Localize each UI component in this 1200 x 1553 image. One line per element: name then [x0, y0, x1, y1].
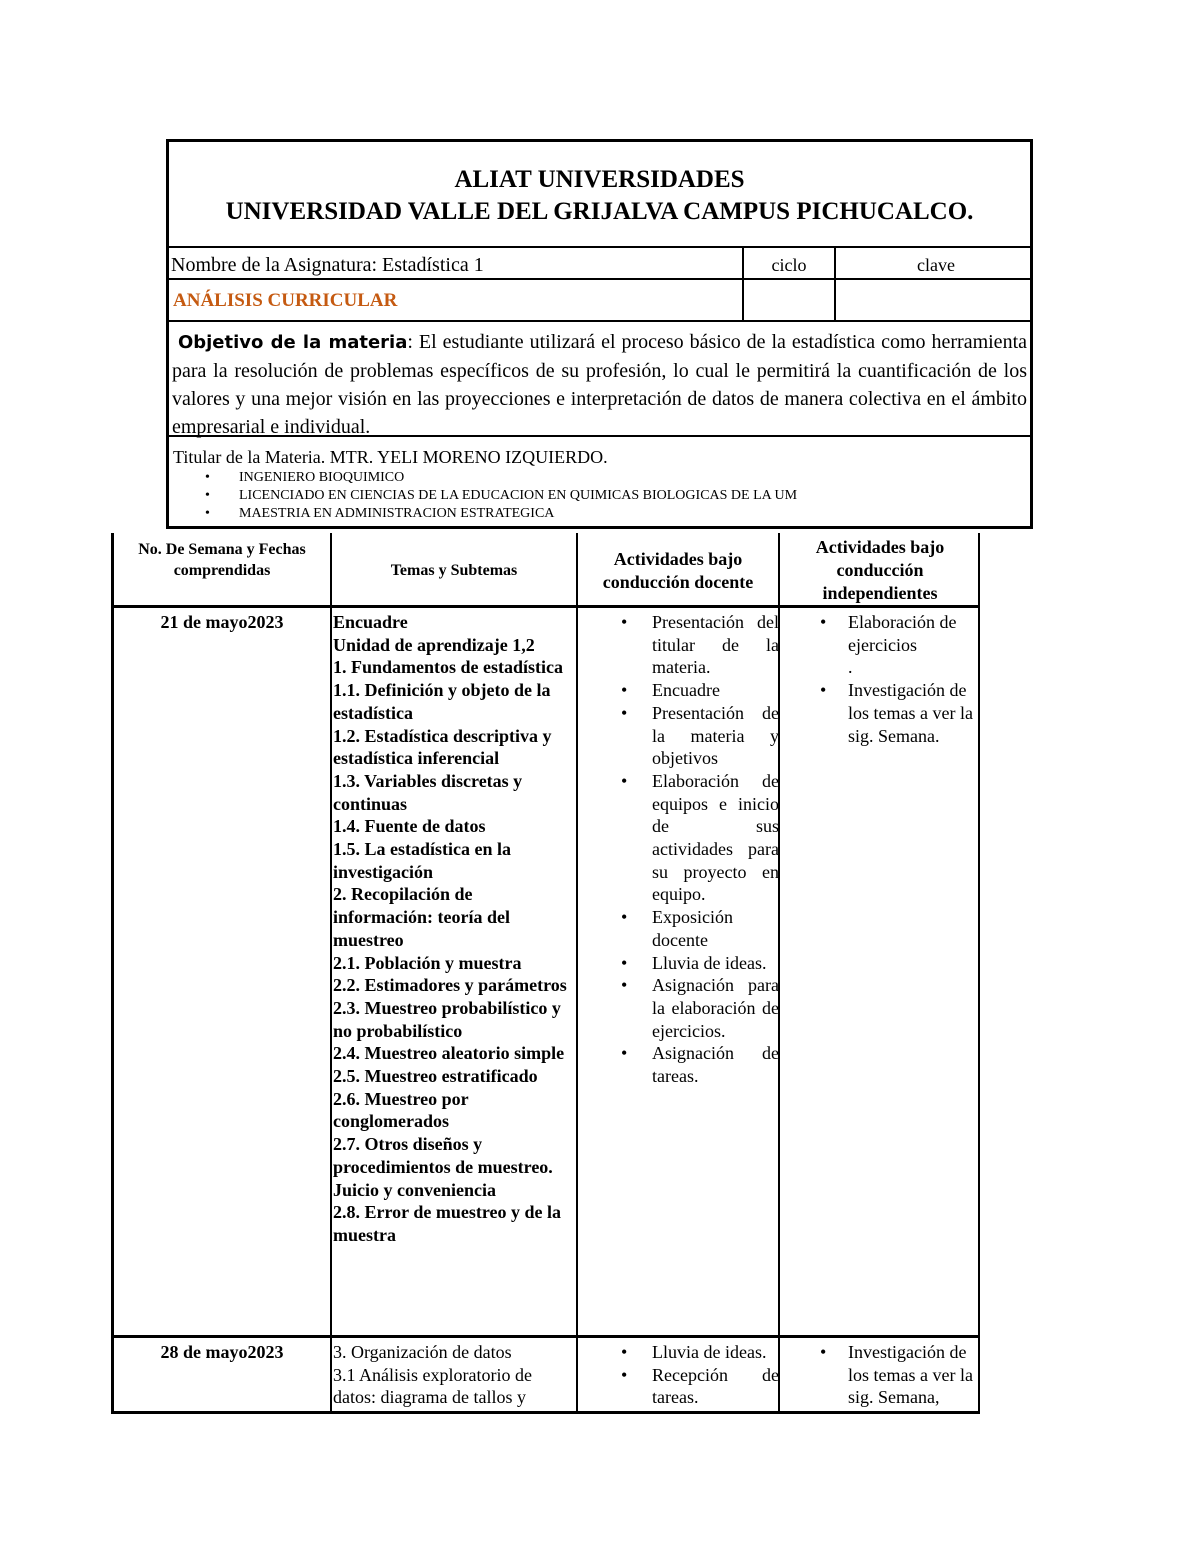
activity-item: • Encuadre — [581, 679, 779, 702]
course-objective — [172, 328, 1027, 441]
header-docente: Actividades bajo conducción docente — [602, 549, 754, 592]
credential-item: • LICENCIADO EN CIENCIAS DE LA EDUCACION EN QUIMICAS BIOLOGICAS DE LA UM — [205, 487, 797, 505]
week-1-docente-activities — [581, 611, 779, 1088]
week-2-date: 28 de mayo2023 — [160, 1342, 284, 1362]
activity-item: • Lluvia de ideas. — [581, 952, 779, 975]
activity-item: • Lluvia de ideas. — [581, 1341, 779, 1364]
topic-item: 1.1. Definición y objeto de la estadística — [333, 680, 551, 723]
topic-item: 3. Organización de datos — [333, 1342, 512, 1362]
topic-item: 1.4. Fuente de datos — [333, 816, 486, 837]
activity-item: • Recepción de tareas. — [581, 1364, 779, 1409]
schedule-table — [111, 533, 980, 1414]
header-independent: Actividades bajo conducción independientes — [815, 537, 945, 603]
topic-item: 2.3. Muestreo probabilístico y no probabilístico — [333, 997, 561, 1041]
week-1-topics — [333, 611, 576, 1247]
header-topics: Temas y Subtemas — [390, 562, 518, 579]
row-divider — [114, 1335, 978, 1338]
topic-item: 1.2. Estadística descriptiva y estadística inferencial — [333, 725, 552, 769]
week-2-independent-activities — [783, 1341, 980, 1409]
institution-line-1: ALIAT UNIVERSIDADES — [454, 166, 745, 193]
activity-item: • Asignación para la elaboración de ejercicios. — [581, 974, 779, 1042]
activity-item: • Exposición docente — [581, 906, 779, 951]
topic-item: Encuadre — [333, 612, 408, 632]
activity-item: • Presentación de la materia y objetivos — [581, 702, 779, 770]
objective-label: Objetivo de la materia — [177, 332, 408, 353]
institution-title — [169, 164, 1030, 228]
objective-text: : El estudiante utilizará el proceso básico de la estadística como herramienta para la resolución de problemas específicos de su profesión, lo cual le permitirá la cuantificación de los valores y una mejor visión en las proyecciones e interpretación de datos de manera colectiva en el ámbito empresarial e individual. — [172, 331, 1027, 438]
divider — [169, 320, 1030, 322]
institution-line-2: UNIVERSIDAD VALLE DEL GRIJALVA CAMPUS PICHUCALCO. — [225, 198, 974, 225]
activity-note: . — [848, 657, 853, 678]
column-divider — [330, 533, 332, 1411]
topic-item: 1.3. Variables discretas y continuas — [333, 770, 523, 814]
topic-item: 1. Fundamentos de estadística — [333, 657, 564, 678]
credential-item: • MAESTRIA EN ADMINISTRACION ESTRATEGICA — [205, 505, 797, 523]
week-1-date: 21 de mayo2023 — [160, 612, 284, 632]
week-2-docente-activities — [581, 1341, 779, 1409]
activity-item: • Asignación de tareas. — [581, 1042, 779, 1087]
course-header — [166, 139, 1033, 529]
row-divider — [114, 605, 978, 608]
activity-item: • Investigación de los temas a ver la sig. Semana. — [783, 679, 980, 747]
course-titular: Titular de la Materia. MTR. YELI MORENO IZQUIERDO. — [173, 447, 608, 467]
activity-item: • Elaboración de ejercicios — [783, 611, 980, 656]
topic-item: 2. Recopilación de información: teoría del muestreo — [333, 884, 510, 950]
curricular-analysis-label: ANÁLISIS CURRICULAR — [173, 290, 398, 311]
titular-credentials — [205, 469, 797, 523]
topic-item: 2.7. Otros diseños y procedimientos de muestreo. Juicio y conveniencia — [333, 1134, 553, 1200]
divider — [169, 246, 1030, 248]
topic-item: 1.5. La estadística en la investigación — [333, 839, 511, 882]
credential-item: • INGENIERO BIOQUIMICO — [205, 469, 797, 487]
activity-item: • Investigación de los temas a ver la sig. Semana, — [783, 1341, 980, 1409]
ciclo-label: ciclo — [771, 255, 807, 275]
column-divider — [576, 533, 578, 1411]
topic-item: 2.8. Error de muestreo y de la muestra — [333, 1202, 561, 1245]
header-week: No. De Semana y Fechas comprendidas — [138, 541, 306, 579]
week-1-independent-activities — [783, 611, 980, 747]
divider — [169, 278, 1030, 280]
activity-item: • Elaboración de equipos e inicio de sus actividades para su proyecto en equipo. — [581, 770, 779, 906]
topic-item: 2.6. Muestreo por conglomerados — [333, 1088, 469, 1132]
topic-item: Unidad de aprendizaje 1,2 — [333, 634, 535, 655]
clave-label: clave — [917, 255, 955, 275]
topic-item: 3.1 Análisis exploratorio de datos: diagrama de tallos y — [333, 1364, 532, 1408]
activity-item: • Presentación del titular de la materia. — [581, 611, 779, 679]
course-name: Nombre de la Asignatura: Estadística 1 — [171, 254, 484, 276]
topic-item: 2.1. Población y muestra — [333, 952, 522, 973]
topic-item: 2.2. Estimadores y parámetros — [333, 975, 567, 996]
topic-item: 2.5. Muestreo estratificado — [333, 1066, 538, 1087]
topic-item: 2.4. Muestreo aleatorio simple — [333, 1043, 565, 1064]
week-2-topics — [333, 1341, 576, 1409]
